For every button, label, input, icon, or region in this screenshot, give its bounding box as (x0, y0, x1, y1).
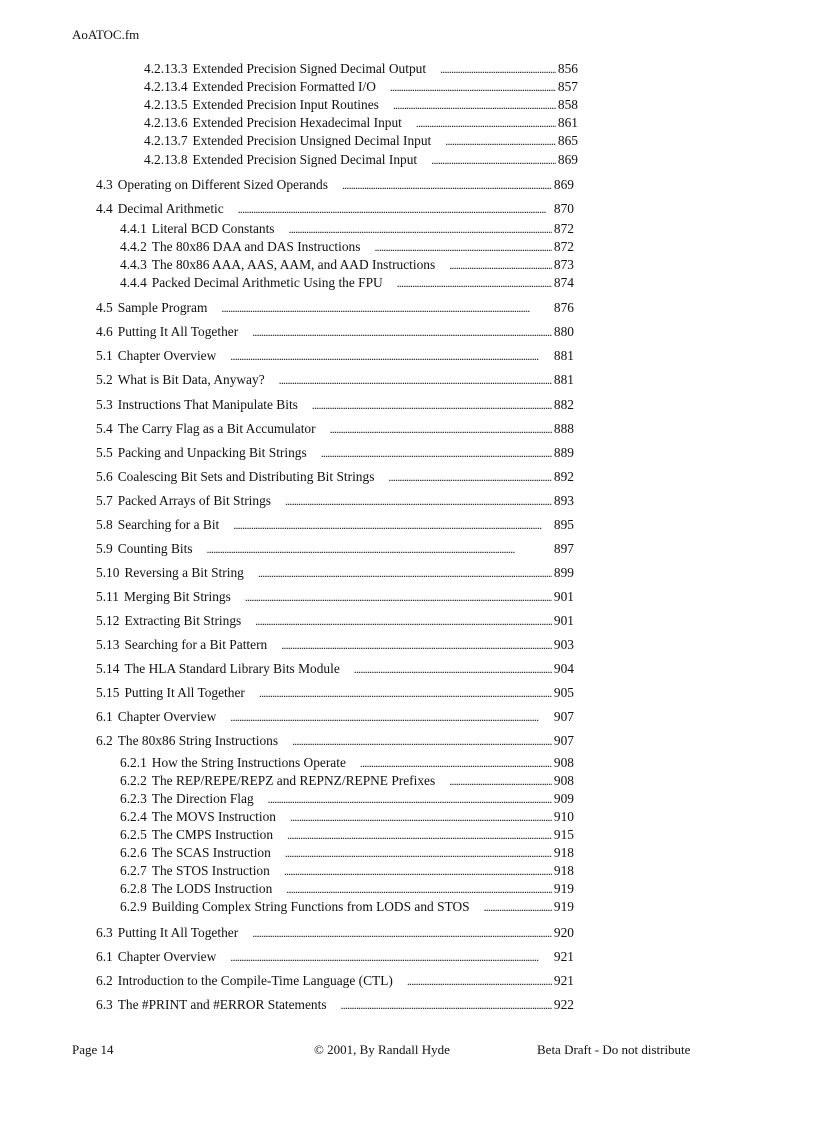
toc-entry-page: 907 (553, 733, 574, 748)
toc-entry-page: 921 (553, 973, 574, 988)
toc-entry[interactable] (96, 684, 574, 702)
toc-entry-page: 919 (553, 881, 574, 896)
toc-entry-page: 882 (553, 397, 574, 412)
toc-entry-number: 5.2 (96, 372, 113, 387)
dot-leader (321, 444, 552, 462)
toc-entry-page: 901 (553, 589, 574, 604)
toc-entry-number: 5.1 (96, 348, 113, 363)
toc-entry[interactable] (144, 151, 578, 169)
toc-entry-number: 5.14 (96, 661, 120, 676)
dot-leader (390, 78, 556, 96)
dot-leader (416, 114, 556, 132)
toc-entry-title: How the String Instructions Operate (151, 755, 346, 770)
toc-entry-number: 4.2.13.7 (144, 133, 188, 148)
toc-entry[interactable] (96, 948, 574, 966)
dot-leader (252, 323, 552, 341)
toc-entry-title: Extracting Bit Strings (124, 613, 242, 628)
toc-entry-title: Packing and Unpacking Bit Strings (117, 445, 307, 460)
dot-leader (284, 862, 552, 880)
dot-leader (292, 732, 552, 750)
toc-entry[interactable] (96, 176, 574, 194)
toc-entry-title: Extended Precision Signed Decimal Input (192, 152, 418, 167)
toc-entry[interactable] (120, 754, 574, 772)
toc-entry-number: 5.6 (96, 469, 113, 484)
toc-entry-page: 861 (557, 115, 578, 130)
toc-entry-page: 903 (553, 637, 574, 652)
toc-entry-number: 6.1 (96, 709, 113, 724)
footer-draft-notice: Beta Draft - Do not distribute (537, 1042, 691, 1057)
dot-leader (230, 347, 552, 365)
dot-leader (393, 96, 556, 114)
toc-entry-page: 880 (553, 324, 574, 339)
dot-leader (431, 151, 556, 169)
toc-entry-number: 4.2.13.8 (144, 152, 188, 167)
toc-entry[interactable] (144, 114, 578, 132)
toc-entry-title: Extended Precision Hexadecimal Input (192, 115, 402, 130)
toc-entry-page: 907 (553, 709, 574, 724)
toc-entry-page: 873 (553, 257, 574, 272)
toc-entry-title: The #PRINT and #ERROR Statements (117, 997, 327, 1012)
dot-leader (286, 880, 552, 898)
dot-leader (238, 200, 552, 218)
toc-entry-number: 6.2.9 (120, 899, 147, 914)
footer-copyright: © 2001, By Randall Hyde (314, 1042, 450, 1057)
toc-entry-number: 5.4 (96, 421, 113, 436)
toc-entry[interactable] (96, 972, 574, 990)
toc-entry-title: Chapter Overview (117, 709, 217, 724)
toc-entry-number: 4.2.13.6 (144, 115, 188, 130)
toc-entry-title: The HLA Standard Library Bits Module (124, 661, 340, 676)
toc-entry-page: 905 (553, 685, 574, 700)
toc-entry[interactable] (120, 274, 574, 292)
toc-entry[interactable] (144, 132, 578, 150)
dot-leader (289, 220, 552, 238)
toc-entry[interactable] (96, 636, 574, 654)
toc-entry-page: 869 (553, 177, 574, 192)
toc-entry-number: 6.2.2 (120, 773, 147, 788)
toc-entry-number: 5.11 (96, 589, 119, 604)
toc-entry-page: 915 (553, 827, 574, 842)
toc-entry[interactable] (120, 772, 574, 790)
toc-entry-title: Coalescing Bit Sets and Distributing Bit Strings (117, 469, 375, 484)
dot-leader (221, 299, 552, 317)
toc-entry-page: 920 (553, 925, 574, 940)
toc-entry[interactable] (144, 60, 578, 78)
toc-entry-title: The CMPS Instruction (151, 827, 274, 842)
toc-entry-page: 895 (553, 517, 574, 532)
toc-entry-title: The SCAS Instruction (151, 845, 271, 860)
toc-entry[interactable] (96, 444, 574, 462)
toc-entry-page: 901 (553, 613, 574, 628)
toc-entry-page: 908 (553, 755, 574, 770)
toc-entry[interactable] (120, 844, 574, 862)
toc-entry[interactable] (120, 880, 574, 898)
toc-entry-page: 922 (553, 997, 574, 1012)
toc-entry[interactable] (96, 468, 574, 486)
toc-entry-title: Extended Precision Unsigned Decimal Input (192, 133, 432, 148)
toc-entry-number: 6.3 (96, 997, 113, 1012)
toc-entry-page: 918 (553, 845, 574, 860)
toc-entry-number: 4.4.4 (120, 275, 147, 290)
toc-entry-page: 888 (553, 421, 574, 436)
toc-entry-number: 4.2.13.5 (144, 97, 188, 112)
dot-leader (258, 564, 552, 582)
dot-leader (255, 612, 552, 630)
dot-leader (230, 708, 552, 726)
toc-entry-title: The LODS Instruction (151, 881, 273, 896)
dot-leader (268, 790, 552, 808)
dot-leader (245, 588, 552, 606)
toc-entry-number: 6.1 (96, 949, 113, 964)
toc-entry-page: 857 (557, 79, 578, 94)
toc-entry-page: 881 (553, 348, 574, 363)
toc-entry-page: 904 (553, 661, 574, 676)
toc-entry-title: Searching for a Bit Pattern (124, 637, 268, 652)
toc-entry-title: Counting Bits (117, 541, 193, 556)
toc-entry[interactable] (96, 516, 574, 534)
dot-leader (287, 826, 552, 844)
footer-page-number: Page 14 (72, 1042, 114, 1057)
toc-entry[interactable] (120, 256, 574, 274)
toc-entry-title: The 80x86 DAA and DAS Instructions (151, 239, 361, 254)
toc-entry[interactable] (96, 564, 574, 582)
dot-leader (407, 972, 552, 990)
toc-entry-number: 5.10 (96, 565, 120, 580)
toc-entry-page: 899 (553, 565, 574, 580)
toc-entry-page: 893 (553, 493, 574, 508)
toc-entry-number: 4.4.1 (120, 221, 147, 236)
toc-entry-page: 872 (553, 239, 574, 254)
toc-entry[interactable] (144, 78, 578, 96)
toc-entry-page: 876 (553, 300, 574, 315)
toc-entry-title: The STOS Instruction (151, 863, 270, 878)
toc-entry-page: 910 (553, 809, 574, 824)
dot-leader (440, 60, 556, 78)
dot-leader (374, 238, 551, 256)
dot-leader (388, 468, 551, 486)
toc-entry[interactable] (96, 924, 574, 942)
toc-entry-page: 921 (553, 949, 574, 964)
toc-entry-title: The Direction Flag (151, 791, 254, 806)
toc-entry-number: 4.3 (96, 177, 113, 192)
toc-entry[interactable] (120, 826, 574, 844)
toc-entry[interactable] (96, 396, 574, 414)
toc-entry-title: Packed Decimal Arithmetic Using the FPU (151, 275, 383, 290)
toc-entry-title: The 80x86 AAA, AAS, AAM, and AAD Instructions (151, 257, 436, 272)
toc-entry-page: 908 (553, 773, 574, 788)
toc-entry-number: 4.6 (96, 324, 113, 339)
toc-entry[interactable] (144, 96, 578, 114)
toc-entry-number: 6.2.3 (120, 791, 147, 806)
toc-entry-number: 6.2.7 (120, 863, 147, 878)
toc-entry[interactable] (96, 588, 574, 606)
toc-entry[interactable] (96, 708, 574, 726)
toc-entry[interactable] (96, 732, 574, 750)
dot-leader (252, 924, 552, 942)
toc-entry[interactable] (96, 299, 574, 317)
toc-entry-page: 889 (553, 445, 574, 460)
dot-leader (360, 754, 552, 772)
toc-entry-number: 5.3 (96, 397, 113, 412)
toc-entry[interactable] (96, 612, 574, 630)
toc-entry-number: 6.3 (96, 925, 113, 940)
toc-entry-number: 4.4.3 (120, 257, 147, 272)
toc-entry-title: The REP/REPE/REPZ and REPNZ/REPNE Prefixes (151, 773, 436, 788)
toc-entry-title: Putting It All Together (117, 925, 239, 940)
toc-entry-page: 874 (553, 275, 574, 290)
dot-leader (281, 636, 552, 654)
running-header-filename: AoATOC.fm (72, 27, 140, 42)
toc-entry-title: The Carry Flag as a Bit Accumulator (117, 421, 316, 436)
toc-entry-page: 892 (553, 469, 574, 484)
toc-entry-number: 6.2 (96, 973, 113, 988)
toc-entry-title: Sample Program (117, 300, 208, 315)
toc-entry[interactable] (96, 371, 574, 389)
toc-entry-number: 6.2.4 (120, 809, 147, 824)
dot-leader (285, 844, 552, 862)
toc-entry-title: Operating on Different Sized Operands (117, 177, 328, 192)
toc-entry-number: 4.4 (96, 201, 113, 216)
dot-leader (341, 996, 552, 1014)
dot-leader (449, 256, 552, 274)
toc-entry[interactable] (96, 660, 574, 678)
toc-entry-page: 897 (553, 541, 574, 556)
toc-entry-page: 870 (553, 201, 574, 216)
dot-leader (354, 660, 552, 678)
toc-entry[interactable] (96, 540, 574, 558)
dot-leader (290, 808, 552, 826)
toc-entry-title: Introduction to the Compile-Time Language (CTL) (117, 973, 393, 988)
toc-entry[interactable] (96, 200, 574, 218)
toc-entry[interactable] (120, 898, 574, 916)
toc-entry[interactable] (120, 862, 574, 880)
dot-leader (207, 540, 552, 558)
toc-entry-page: 872 (553, 221, 574, 236)
toc-entry[interactable] (96, 420, 574, 438)
toc-entry-number: 5.13 (96, 637, 120, 652)
dot-leader (449, 772, 552, 790)
toc-entry[interactable] (96, 996, 574, 1014)
toc-entry-page: 881 (553, 372, 574, 387)
toc-entry[interactable] (96, 323, 574, 341)
toc-entry-number: 5.7 (96, 493, 113, 508)
toc-entry-number: 5.12 (96, 613, 120, 628)
toc-entry[interactable] (120, 808, 574, 826)
toc-entry[interactable] (96, 492, 574, 510)
dot-leader (285, 492, 552, 510)
toc-entry-title: Extended Precision Signed Decimal Output (192, 61, 427, 76)
dot-leader (230, 948, 552, 966)
toc-entry-title: Reversing a Bit String (124, 565, 244, 580)
toc-entry-title: Literal BCD Constants (151, 221, 275, 236)
toc-entry-title: Decimal Arithmetic (117, 201, 224, 216)
dot-leader (445, 132, 556, 150)
dot-leader (484, 898, 552, 916)
toc-entry-page: 909 (553, 791, 574, 806)
dot-leader (312, 396, 552, 414)
toc-entry-page: 858 (557, 97, 578, 112)
toc-entry[interactable] (120, 238, 574, 256)
toc-entry[interactable] (120, 220, 574, 238)
toc-entry-title: The MOVS Instruction (151, 809, 277, 824)
toc-entry-number: 5.5 (96, 445, 113, 460)
toc-entry-title: The 80x86 String Instructions (117, 733, 279, 748)
toc-entry-page: 865 (557, 133, 578, 148)
toc-entry-title: Merging Bit Strings (123, 589, 231, 604)
dot-leader (233, 516, 552, 534)
toc-entry-title: Extended Precision Formatted I/O (192, 79, 376, 94)
toc-entry[interactable] (96, 347, 574, 365)
dot-leader (342, 176, 552, 194)
toc-entry-page: 919 (553, 899, 574, 914)
toc-entry-title: What is Bit Data, Anyway? (117, 372, 265, 387)
toc-entry-title: Instructions That Manipulate Bits (117, 397, 298, 412)
toc-entry-number: 5.15 (96, 685, 120, 700)
toc-entry-number: 4.2.13.3 (144, 61, 188, 76)
toc-entry-title: Putting It All Together (124, 685, 245, 700)
toc-entry-number: 4.4.2 (120, 239, 147, 254)
toc-entry-number: 4.2.13.4 (144, 79, 188, 94)
toc-entry-title: Extended Precision Input Routines (192, 97, 379, 112)
toc-entry-number: 6.2.6 (120, 845, 147, 860)
toc-entry-page: 869 (557, 152, 578, 167)
toc-entry-title: Building Complex String Functions from LODS and STOS (151, 899, 470, 914)
toc-entry-page: 918 (553, 863, 574, 878)
dot-leader (259, 684, 552, 702)
toc-entry-title: Chapter Overview (117, 348, 217, 363)
toc-entry-number: 4.5 (96, 300, 113, 315)
dot-leader (279, 371, 552, 389)
dot-leader (397, 274, 552, 292)
toc-entry-number: 6.2 (96, 733, 113, 748)
toc-entry-title: Putting It All Together (117, 324, 239, 339)
toc-entry-title: Packed Arrays of Bit Strings (117, 493, 271, 508)
toc-entry-page: 856 (557, 61, 578, 76)
toc-entry-number: 6.2.1 (120, 755, 147, 770)
toc-entry-number: 5.8 (96, 517, 113, 532)
toc-entry-number: 6.2.8 (120, 881, 147, 896)
toc-entry-number: 5.9 (96, 541, 113, 556)
toc-entry[interactable] (120, 790, 574, 808)
dot-leader (330, 420, 552, 438)
toc-entry-title: Chapter Overview (117, 949, 217, 964)
toc-entry-title: Searching for a Bit (117, 517, 220, 532)
toc-entry-number: 6.2.5 (120, 827, 147, 842)
